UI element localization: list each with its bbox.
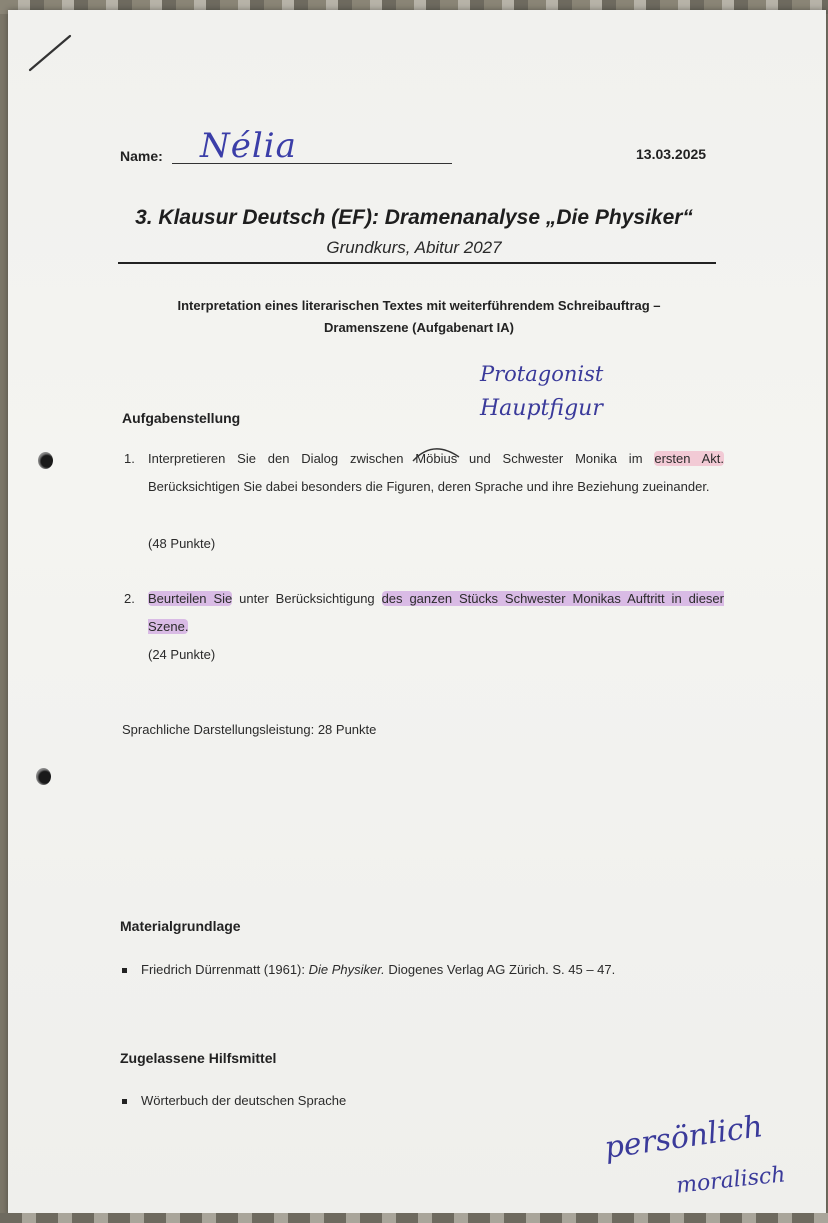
aids-heading: Zugelassene Hilfsmittel [120,1050,277,1066]
name-label: Name: [120,148,163,164]
task-1-text-c: Berücksichtigen Sie dabei besonders die Figuren, deren Sprache und ihre Beziehung zueinander. [148,479,710,494]
exam-subtitle: Grundkurs, Abitur 2027 [326,238,502,257]
exam-title: 3. Klausur Deutsch (EF): Dramenanalyse „Die Physiker“ [135,206,693,229]
bullet-icon [122,968,127,973]
note-persoenlich: persönlich [602,1109,766,1166]
material-heading: Materialgrundlage [120,918,241,934]
task-type-line1: Interpretation eines literarischen Textes mit weiterführendem Schreibauftrag – [177,298,661,313]
moebius-circled: Möbius [415,451,457,466]
material-publisher: Diogenes Verlag AG Zürich. S. 45 – 47. [384,962,616,977]
name-handwritten: Nélia [200,126,297,166]
task-1-text-a: Interpretieren Sie den Dialog zwischen [148,451,416,466]
pen-arc [409,443,465,465]
exam-date: 13.03.2025 [636,146,707,162]
task-type-line2: Dramenszene (Aufgabenart IA) [324,320,514,335]
assignment-heading: Aufgabenstellung [122,410,241,426]
note-protagonist: Protagonist [480,362,604,386]
task-1-points: (48 Punkte) [148,536,216,551]
aids-text: Wörterbuch der deutschen Sprache [141,1093,347,1108]
material-item [122,962,615,977]
note-moralisch: moralisch [674,1162,787,1199]
task-1 [124,445,724,501]
task-2-number: 2. [124,591,135,606]
material-work-title: Die Physiker. [308,962,385,977]
highlight-ganzes-stueck: des ganzen Stücks Schwester Monikas Auftritt in dieser Szene. [148,591,724,634]
scan-edge-bottom [0,1213,828,1223]
task-2 [124,585,724,641]
task-1-text-b: und Schwester Monika im [457,451,655,466]
bullet-icon [122,1099,127,1104]
highlight-erster-akt: ersten Akt. [654,451,724,466]
highlight-beurteilen: Beurteilen Sie [148,591,233,606]
task-2-text-a: unter Berücksichtigung [232,591,382,606]
task-2-points: (24 Punkte) [148,647,216,662]
pen-stroke-mark [26,32,76,74]
punch-hole-top [38,452,53,469]
presentation-points: Sprachliche Darstellungsleistung: 28 Punkte [122,722,377,737]
aids-item [122,1093,346,1108]
title-divider [118,262,716,264]
task-1-number: 1. [124,451,135,466]
note-hauptfigur: Hauptfigur [480,396,603,421]
punch-hole-bottom [36,768,51,785]
material-author: Friedrich Dürrenmatt (1961): [141,962,309,977]
